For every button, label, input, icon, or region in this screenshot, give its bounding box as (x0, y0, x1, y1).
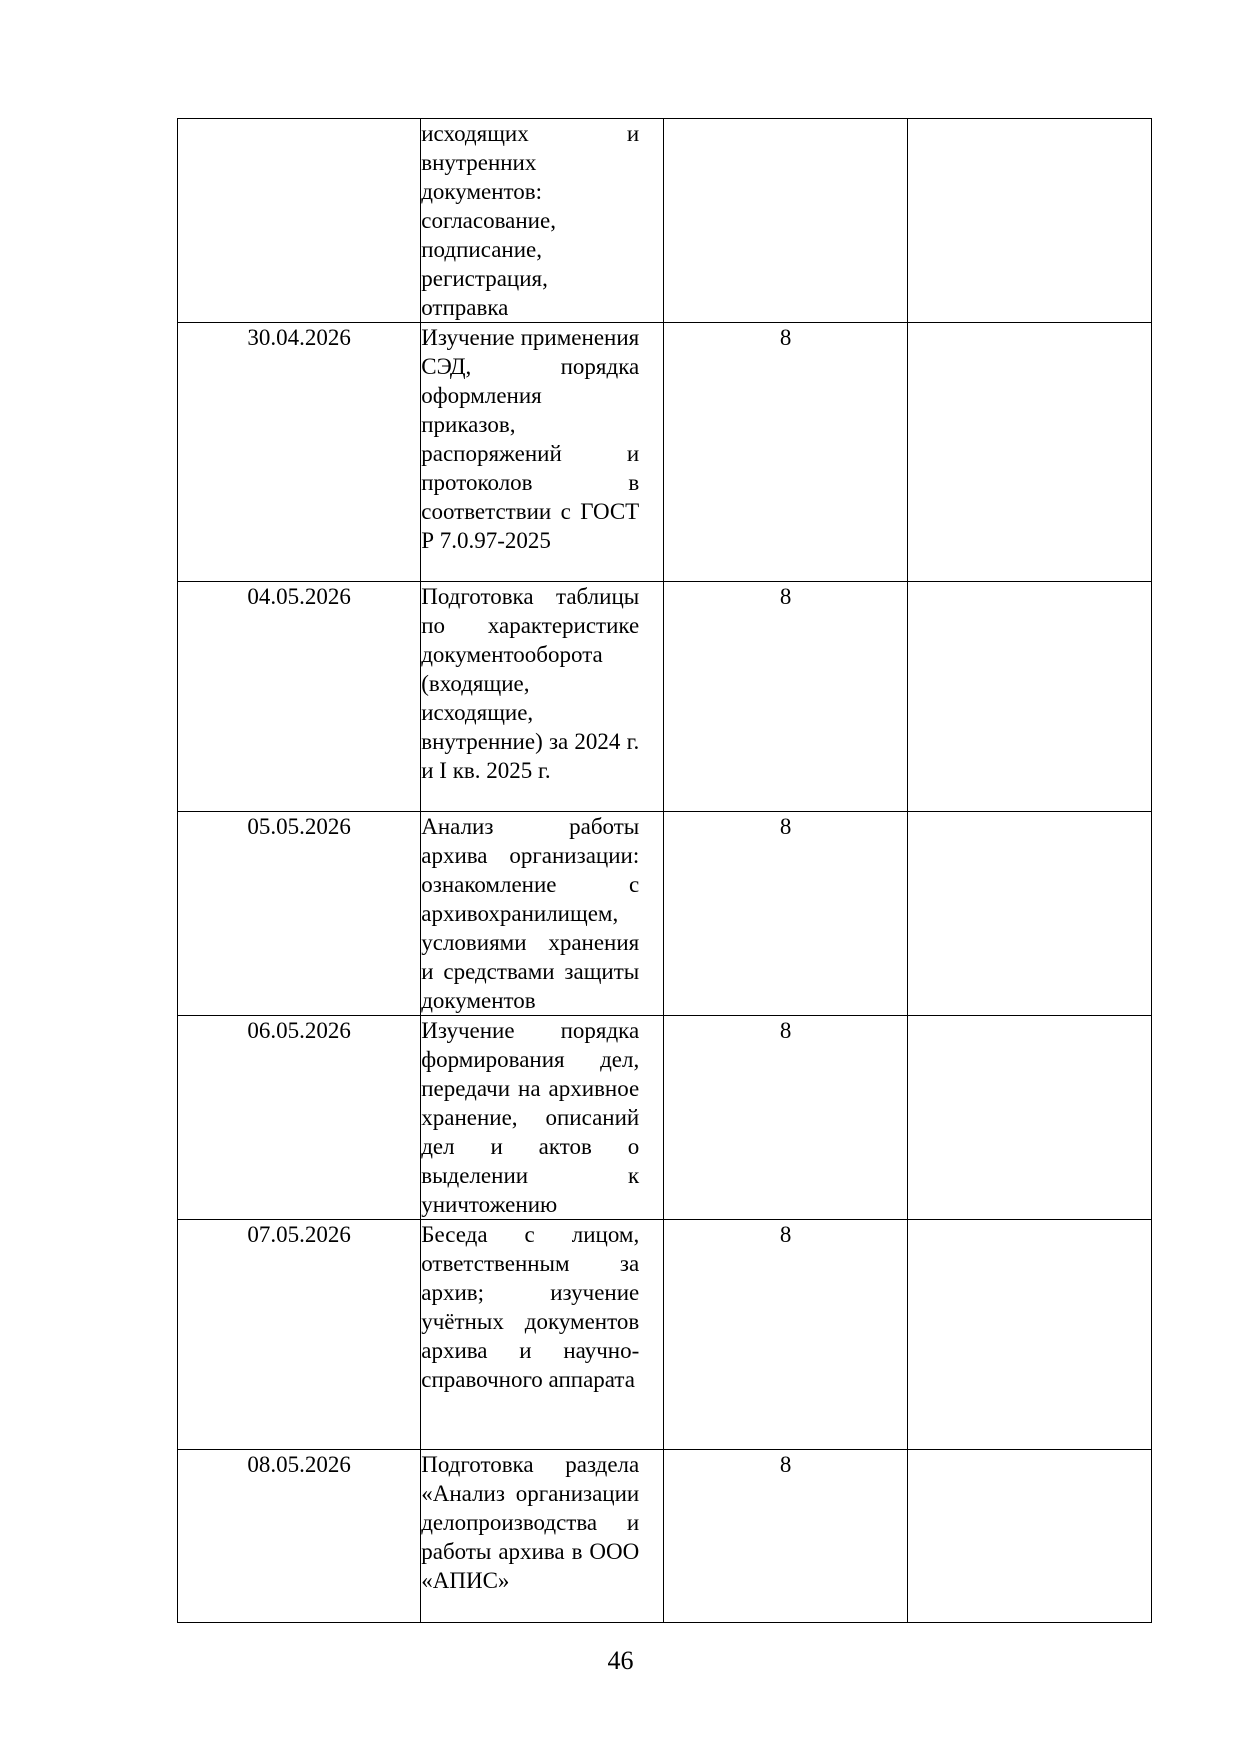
task-cell (421, 812, 664, 1016)
date-cell: 07.05.2026 (178, 1220, 421, 1450)
notes-cell (907, 582, 1151, 812)
task-text: Анализ работы архива организации: ознакомление с архивохранилищем, условиями хранения и средствами защиты документов (421, 814, 640, 1013)
page-number: 46 (607, 1646, 634, 1675)
notes-cell (907, 1016, 1151, 1220)
table-row (178, 323, 1152, 582)
practice-schedule-table (177, 118, 1152, 1623)
hours-cell: 8 (664, 1220, 907, 1450)
date-cell (178, 119, 421, 323)
hours-cell: 8 (664, 582, 907, 812)
task-cell (421, 1220, 664, 1450)
notes-cell (907, 119, 1151, 323)
notes-cell (907, 323, 1151, 582)
hours-cell (664, 119, 907, 323)
task-text: Изучение порядка формирования дел, передачи на архивное хранение, описаний дел и актов о выделении к уничтожению (421, 1018, 640, 1217)
notes-cell (907, 812, 1151, 1016)
table-row (178, 1450, 1152, 1623)
task-text: исходящих и внутренних документов: согласование, подписание, регистрация, отправка (421, 121, 640, 320)
hours-cell: 8 (664, 323, 907, 582)
notes-cell (907, 1220, 1151, 1450)
task-text: Изучение применения СЭД, порядка оформления приказов, распоряжений и протоколов в соответствии с ГОСТ Р 7.0.97-2025 (421, 325, 640, 553)
task-cell (421, 323, 664, 582)
table-row (178, 582, 1152, 812)
hours-cell: 8 (664, 1016, 907, 1220)
table-row (178, 1016, 1152, 1220)
date-cell: 06.05.2026 (178, 1016, 421, 1220)
task-cell (421, 582, 664, 812)
task-text: Беседа с лицом, ответственным за архив; изучение учётных документов архива и научно-справочного аппарата (421, 1222, 640, 1392)
hours-cell: 8 (664, 1450, 907, 1623)
task-text: Подготовка раздела «Анализ организации делопроизводства и работы архива в ООО «АПИС» (421, 1452, 640, 1593)
date-cell: 08.05.2026 (178, 1450, 421, 1623)
task-cell (421, 1016, 664, 1220)
hours-cell: 8 (664, 812, 907, 1016)
table-row (178, 1220, 1152, 1450)
date-cell: 05.05.2026 (178, 812, 421, 1016)
table-row (178, 119, 1152, 323)
table-row (178, 812, 1152, 1016)
task-cell (421, 119, 664, 323)
date-cell: 04.05.2026 (178, 582, 421, 812)
task-cell (421, 1450, 664, 1623)
date-cell: 30.04.2026 (178, 323, 421, 582)
notes-cell (907, 1450, 1151, 1623)
task-text: Подготовка таблицы по характеристике документооборота (входящие, исходящие, внутренние) за 2024 г. и I кв. 2025 г. (421, 584, 640, 783)
